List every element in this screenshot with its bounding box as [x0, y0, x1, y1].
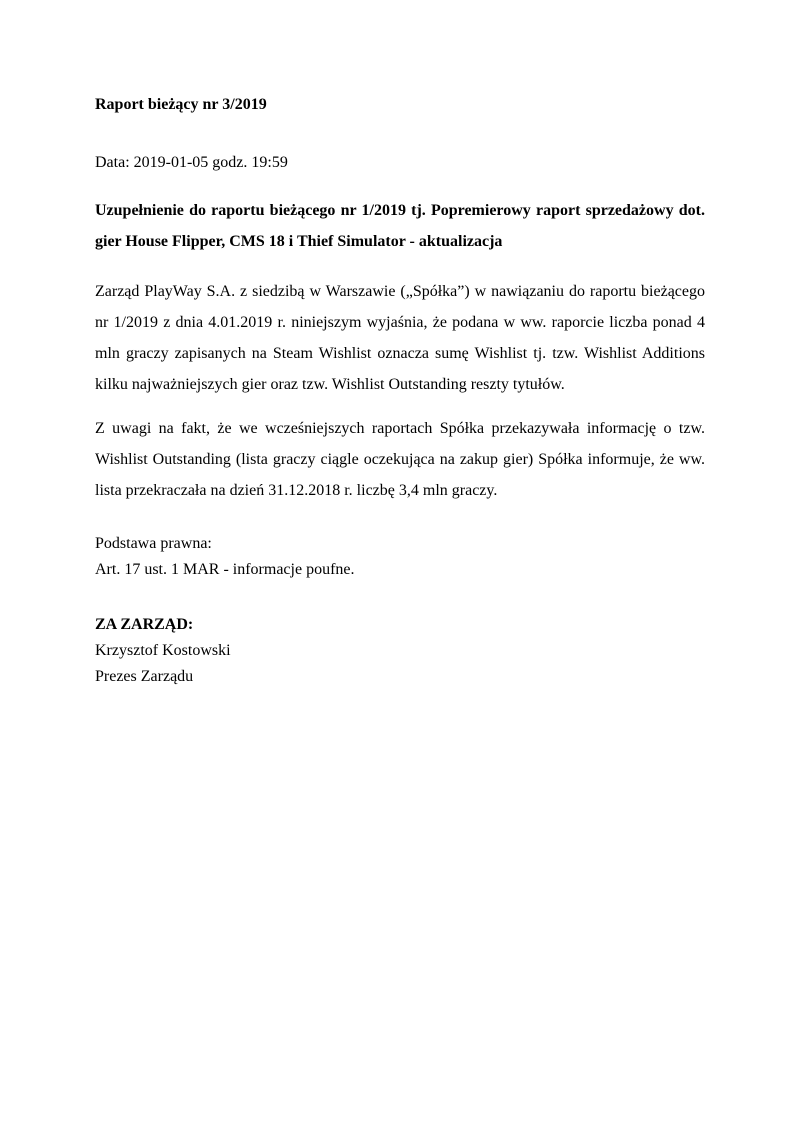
legal-basis	[95, 531, 705, 583]
signature-title: Prezes Zarządu	[95, 668, 194, 685]
paragraph-1-text: Zarząd PlayWay S.A. z siedzibą w Warszawie („Spółka”) w nawiązaniu do raportu bieżącego nr 1/2019 z dnia 4.01.2019 r. niniejszym wyjaśnia, że podana w ww. raporcie liczba ponad 4 mln graczy zapisanych na Steam Wishlist oznacza sumę Wishlist tj. tzw. Wishlist Additions kilku najważniejszych gier oraz tzw. Wishlist Outstanding reszty tytułów.	[95, 283, 705, 393]
report-subject	[95, 195, 705, 257]
legal-basis-value: Art. 17 ust. 1 MAR - informacje poufne.	[95, 561, 355, 578]
report-subject-text: Uzupełnienie do raportu bieżącego nr 1/2019 tj. Popremierowy raport sprzedażowy dot. gier House Flipper, CMS 18 i Thief Simulator - aktualizacja	[95, 202, 705, 250]
report-number: Raport bieżący nr 3/2019	[95, 96, 267, 113]
signature-heading: ZA ZARZĄD:	[95, 616, 194, 633]
signature-block	[95, 612, 705, 690]
paragraph-2	[95, 413, 705, 506]
signature-name: Krzysztof Kostowski	[95, 642, 231, 659]
paragraph-1	[95, 276, 705, 400]
legal-basis-label: Podstawa prawna:	[95, 535, 212, 552]
paragraph-2-text: Z uwagi na fakt, że we wcześniejszych raportach Spółka przekazywała informację o tzw. Wishlist Outstanding (lista graczy ciągle oczekująca na zakup gier) Spółka informuje, że ww. lista przekraczała na dzień 31.12.2018 r. liczbę 3,4 mln graczy.	[95, 420, 705, 499]
report-date: Data: 2019-01-05 godz. 19:59	[95, 154, 288, 171]
